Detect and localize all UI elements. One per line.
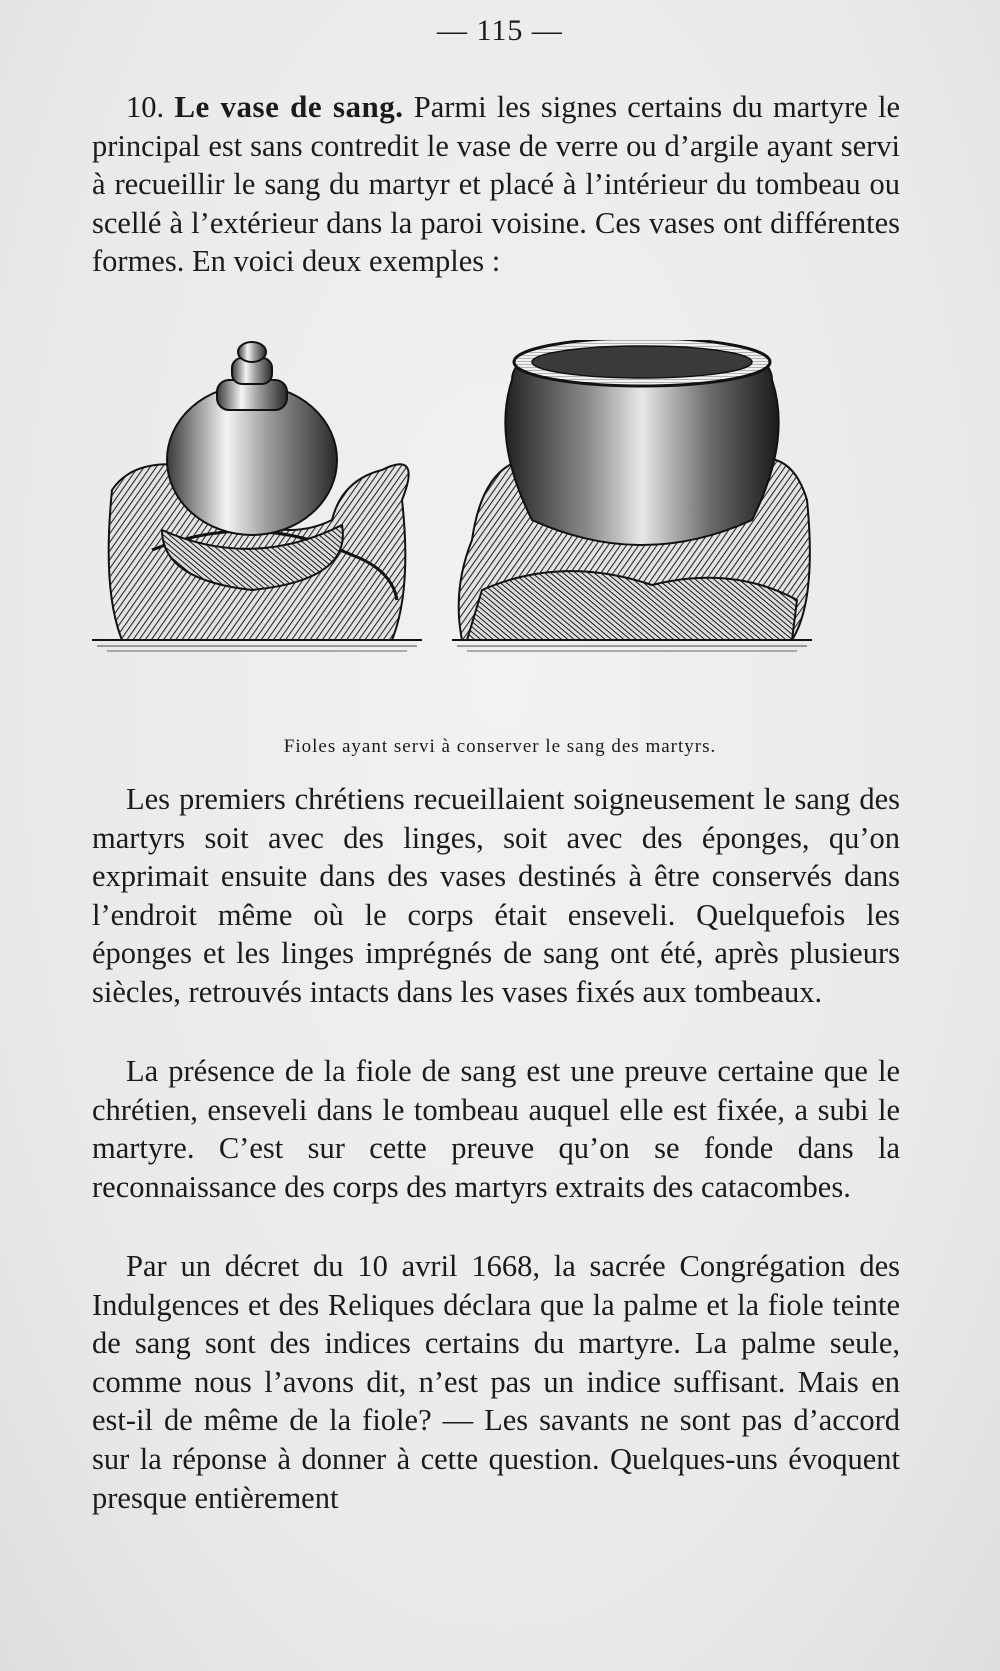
engraving-figure — [92, 340, 902, 720]
section-title: Le vase de sang. — [174, 89, 404, 124]
right-vase-illustration — [452, 340, 812, 651]
left-vial-illustration — [92, 342, 422, 651]
blood-vials-engraving — [92, 340, 902, 720]
body-paragraph: Les premiers chrétiens recueillaient soigneusement le sang des martyrs soit avec des linges, soit avec des éponges, qu’on exprimait ensuite dans des vases destinés à être conservés dans l’endroit même où le corps était enseveli. Quelquefois les éponges et les linges imprégnés de sang ont été, après plusieurs siècles, retrouvés intacts dans les vases fixés aux tombeaux. — [92, 782, 900, 1009]
figure-caption: Fioles ayant servi à conserver le sang des martyrs. — [283, 736, 717, 757]
section-text: Parmi les signes certains du martyre le principal est sans contredit le vase de verre ou d’argile ayant servi à recueillir le sang du martyr et placé à l’intérieur du tombeau ou scellé à l’extérieur dans la paroi voisine. Ces vases ont différentes formes. En voici deux exemples : — [92, 90, 901, 279]
body-paragraph: La présence de la fiole de sang est une preuve certaine que le chrétien, enseveli dans le tombeau auquel elle est fixée, a subi le martyre. C’est sur cette preuve qu’on se fonde dans la reconnaissance des corps des martyrs extraits des catacombes. — [92, 1054, 900, 1204]
section-paragraph — [92, 88, 900, 281]
page-number: — 115 — — [437, 14, 563, 47]
body-paragraph: Par un décret du 10 avril 1668, la sacrée Congrégation des Indulgences et des Reliques déclara que la palme et la fiole teinte de sang sont des indices certains du martyre. La palme seule, comme nous l’avons dit, n’est pas un indice suffisant. Mais en est-il de même de la fiole? — Les savants ne sont pas d’accord sur la réponse à donner à cette question. Quelques-uns évoquent presque entièrement — [92, 1249, 900, 1515]
section-number: 10. — [126, 90, 165, 124]
